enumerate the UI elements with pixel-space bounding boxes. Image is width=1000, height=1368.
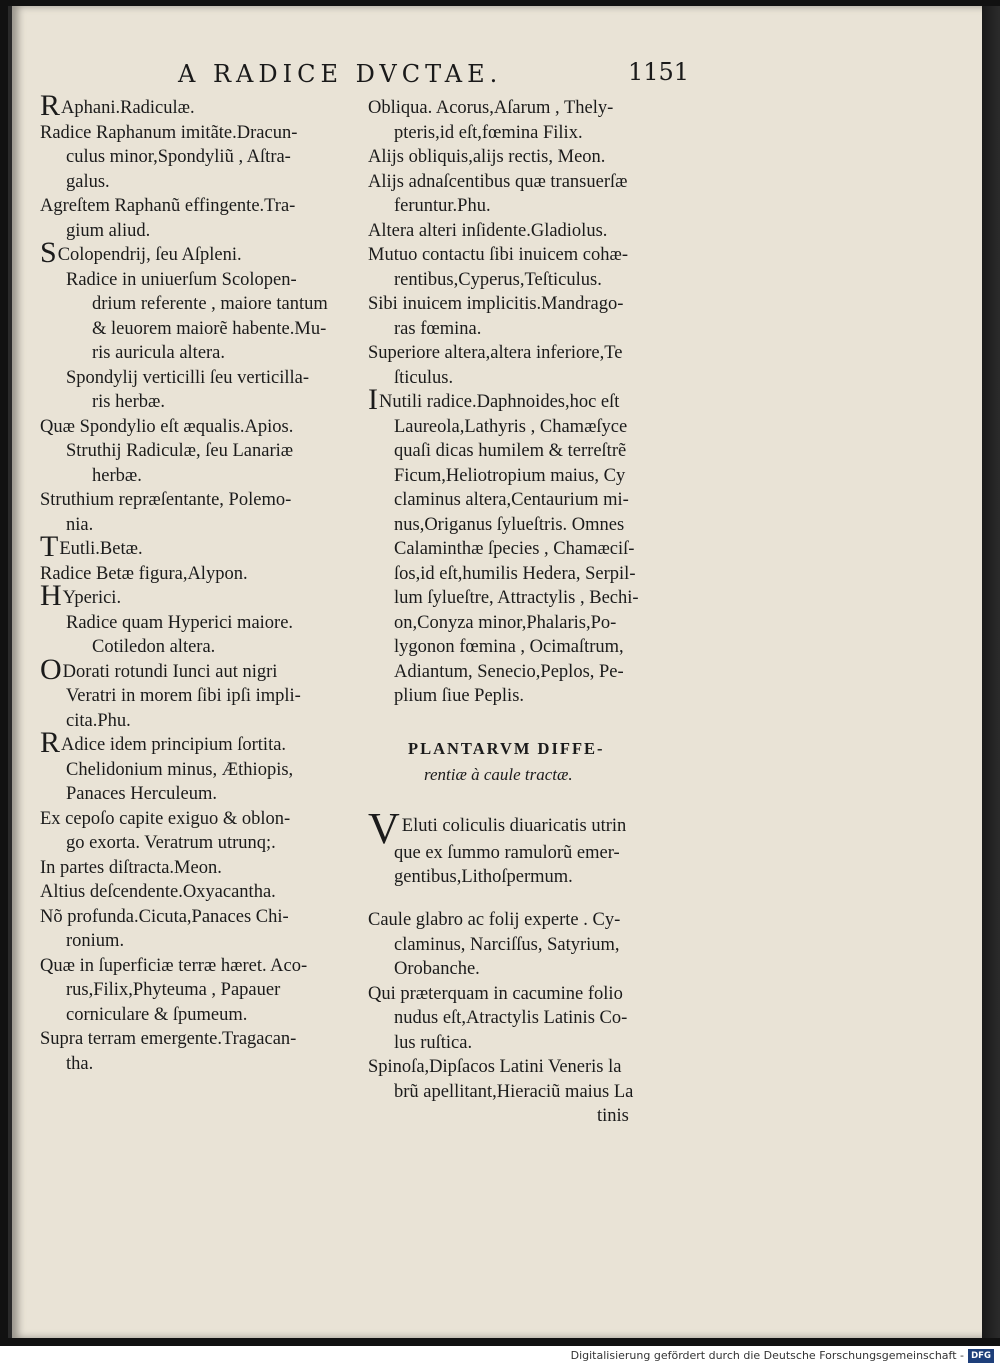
text-line: Agreſtem Raphanũ effingente.Tra- gium aliud. <box>40 196 296 241</box>
running-head: A RADICE DVCTAE. <box>178 60 503 88</box>
text-line: Supra terram emergente.Tragacan- tha. <box>40 1029 297 1074</box>
text-line: Mutuo contactu ſibi inuicem cohæ- rentibus,Cyperus,Teſticulus. <box>368 245 628 290</box>
page-edge-shadow <box>982 6 1000 1338</box>
footer-credit: Digitalisierung gefördert durch die Deutsche Forschungsgemeinschaft - <box>570 1349 964 1362</box>
text-line: RAdice idem principium ſortita. Chelidonium minus, Æthiopis, Panaces Herculeum. <box>40 726 294 804</box>
drop-cap: I <box>368 383 378 416</box>
text-line: Sibi inuicem implicitis.Mandrago- ras fœmina. <box>368 294 624 339</box>
text-line: Struthium repræſentante, Polemo- nia. <box>40 490 292 535</box>
text-line: Quæ Spondylio eſt æqualis.Apios. <box>40 416 294 437</box>
text-line: Ex cepoſo capite exiguo & oblon- go exorta. Veratrum utrunq;. <box>40 808 291 853</box>
text-line: Altera alteri inſidente.Gladiolus. <box>368 220 608 241</box>
text-line: Radice Raphanum imitãte.Dracun- culus minor,Spondyliũ , Aſtra- galus. <box>40 122 298 192</box>
left-column <box>40 89 365 1076</box>
text-line: Alijs obliquis,alijs rectis, Meon. <box>368 147 606 167</box>
text-line: INutili radice.Daphnoides,hoc eſt Laureola,Lathyris , Chamæſyce quaſi dicas humilem & terreſtrẽ Ficum,Heliotropium maius, Cy claminus altera,Centaurium mi- nus,Origanus ſylueſtris. Omnes Calaminthæ ſpecies , Chamæciſ- ſos,id eſt,humilis Hedera, Serpil- lum ſylueſtre, Attractylis , Bechi- on,Conyza minor,Phalaris,Po- lygonon fœmina , Ocimaſtrum, Adiantum, Senecio,Peplos, Pe- plium ſiue Peplis. <box>368 383 639 706</box>
page-number: 1151 <box>628 58 690 86</box>
text-line: Alijs adnaſcentibus quæ transuerſæ feruntur.Phu. <box>368 171 628 216</box>
text-line: Altius deſcendente.Oxyacantha. <box>40 882 276 902</box>
text-line: ODorati rotundi Iunci aut nigri Veratri in morem ſibi ipſi impli- cita.Phu. <box>40 652 301 731</box>
text-line: Radice in uniuerſum Scolopen- drium referente , maiore tantum & leuorem maiorẽ habente.Mu- ris auricula altera. <box>66 269 328 363</box>
catchword: tinis <box>597 1106 629 1126</box>
drop-cap: R <box>40 726 61 759</box>
drop-cap: V <box>368 803 400 853</box>
drop-cap: T <box>40 530 59 563</box>
text-line: Superiore altera,altera inferiore,Te ſticulus. <box>368 343 623 388</box>
text-line: SColopendrij, ſeu Aſpleni. <box>40 236 242 269</box>
drop-cap: O <box>40 652 62 686</box>
footer-bar <box>0 1346 1000 1368</box>
text-line: In partes diſtracta.Meon. <box>40 857 222 878</box>
text-line: V Eluti coliculis diuaricatis utrin que ex ſummo ramulorũ emer- gentibus,Lithoſpermum. <box>368 803 627 887</box>
text-line: Caule glabro ac folij experte . Cy- claminus, Narciſſus, Satyrium, Orobanche. <box>368 910 621 979</box>
dfg-logo: DFG <box>968 1349 994 1363</box>
text-line: Obliqua. Acorus,Aſarum , Thely- pteris,id eſt,fœmina Filix. <box>368 98 614 143</box>
text-line: Spinoſa,Dipſacos Latini Veneris la brũ apellitant,Hieraciũ maius La <box>368 1057 634 1102</box>
text-line: Nõ profunda.Cicuta,Panaces Chi- ronium. <box>40 906 289 951</box>
text-line: Struthij Radiculæ, ſeu Lanariæ herbæ. <box>66 441 294 486</box>
text-line: Spondylij verticilli ſeu verticilla- ris herbæ. <box>66 367 310 412</box>
section-subheading: rentiæ à caule tractæ. <box>424 765 573 784</box>
text-line: TEutli.Betæ. <box>40 530 143 563</box>
text-line: HYperici. <box>40 579 122 612</box>
text-line: Radice Betæ figura,Alypon. <box>40 563 248 584</box>
text-line: Qui præterquam in cacumine folio nudus eſt,Atractylis Latinis Co- lus ruſtica. <box>368 983 628 1053</box>
drop-cap: R <box>40 89 61 122</box>
section-heading: PLANTARVM DIFFE- <box>408 738 605 758</box>
drop-cap: S <box>40 236 57 269</box>
text-line: Radice quam Hyperici maiore. Cotiledon altera. <box>66 612 294 657</box>
right-column <box>368 96 698 1129</box>
text-line: RAphani.Radiculæ. <box>40 89 195 122</box>
drop-cap: H <box>40 579 62 612</box>
text-line: Quæ in ſuperficiæ terræ hæret. Aco- rus,Filix,Phyteuma , Papauer corniculare & ſpumeum. <box>40 955 308 1025</box>
